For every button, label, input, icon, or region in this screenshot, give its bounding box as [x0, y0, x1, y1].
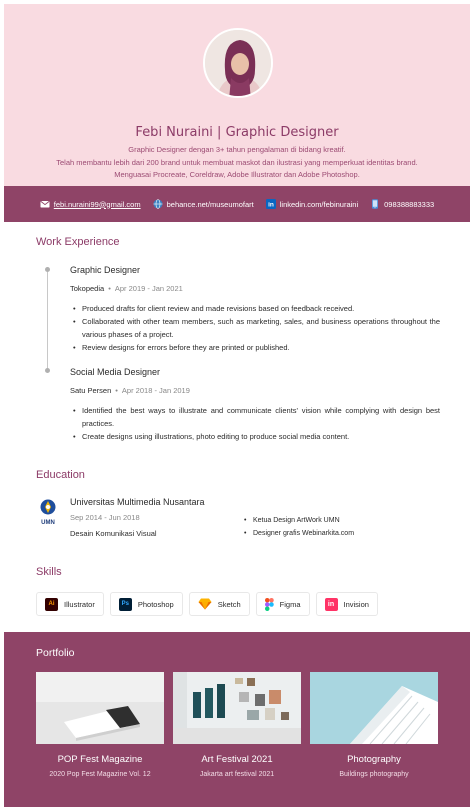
portfolio-image-photography[interactable]	[310, 672, 438, 744]
activity-item: • Designer grafis Webinarkita.com	[243, 527, 354, 540]
portfolio-card[interactable]	[36, 672, 164, 778]
portfolio-desc: Buildings photography	[339, 771, 409, 778]
skill-label: Invision	[343, 599, 369, 609]
mail-icon	[40, 199, 50, 209]
contact-linkedin[interactable]	[266, 199, 358, 209]
portfolio-image-magazine[interactable]	[36, 672, 164, 744]
sketch-icon	[198, 598, 212, 610]
summary	[4, 144, 470, 182]
skill-label: Photoshop	[137, 599, 174, 609]
job-bullets	[70, 302, 440, 354]
job-bullet: • Collaborated with other team members, such as marketing, sales, and business operations throughout the various phases of a project.	[70, 315, 440, 341]
summary-line: Menguasai Procreate, Coreldraw, Adobe Illustrator dan Adobe Photoshop.	[114, 170, 360, 179]
contact-behance[interactable]	[153, 199, 254, 209]
portfolio-name: POP Fest Magazine	[57, 754, 143, 765]
behance-link[interactable]: behance.net/museumofart	[166, 199, 254, 209]
work-experience-heading: Work Experience	[36, 236, 120, 248]
job-bullets	[70, 404, 440, 443]
resume-header	[4, 4, 470, 186]
education-heading: Education	[36, 469, 85, 481]
invision-icon: in	[325, 598, 338, 611]
contact-bar	[4, 186, 470, 222]
job-dates: Apr 2018 - Jan 2019	[121, 386, 190, 395]
linkedin-link[interactable]: linkedin.com/febinuraini	[279, 199, 359, 209]
logo-text: UMN	[41, 520, 55, 526]
portfolio-desc: Jakarta art festival 2021	[199, 771, 275, 778]
email-link[interactable]: febi.nuraini99@gmail.com	[53, 199, 141, 209]
school-name: Universitas Multimedia Nusantara	[70, 497, 205, 507]
contact-phone[interactable]	[370, 199, 434, 209]
portfolio-desc: 2020 Pop Fest Magazine Vol. 12	[49, 771, 151, 778]
skills-list	[36, 592, 378, 616]
job-meta	[70, 386, 190, 395]
avatar	[203, 28, 273, 98]
portfolio-name: Photography	[347, 754, 401, 765]
job-bullet: • Identified the best ways to illustrate and communicate clients' vision while complying with design best practices.	[70, 404, 440, 430]
job-company: Satu Persen	[70, 386, 112, 395]
meta-separator: •	[115, 386, 118, 395]
skill-invision	[316, 592, 378, 616]
svg-text:in: in	[267, 201, 274, 209]
skill-label: Sketch	[217, 599, 241, 609]
skill-photoshop	[110, 592, 183, 616]
timeline-line	[47, 267, 48, 370]
skills-heading: Skills	[36, 566, 62, 578]
timeline-dot	[45, 368, 50, 373]
job-dates: Apr 2019 - Jan 2021	[114, 284, 183, 293]
globe-icon	[153, 199, 163, 209]
job-role: Graphic Designer	[70, 265, 141, 275]
job-role: Social Media Designer	[70, 367, 161, 377]
portfolio-name: Art Festival 2021	[201, 754, 273, 765]
portfolio-image-art-festival[interactable]	[173, 672, 301, 744]
education-major: Desain Komunikasi Visual	[70, 529, 157, 538]
education-activities	[243, 514, 354, 540]
job-bullet: • Create designs using illustrations, photo editing to produce social media content.	[70, 430, 440, 443]
skill-sketch	[189, 592, 250, 616]
job-bullet: • Review designs for errors before they are printed or published.	[70, 341, 440, 354]
job-bullet: • Produced drafts for client review and made revisions based on feedback received.	[70, 302, 440, 315]
summary-line: Telah membantu lebih dari 200 brand untuk membuat maskot dan ilustrasi yang memperkuat identitas brand.	[56, 157, 418, 167]
meta-separator: •	[108, 284, 111, 293]
activity-item: • Ketua Design ArtWork UMN	[243, 514, 354, 527]
portfolio-card[interactable]	[310, 672, 438, 778]
contact-email[interactable]	[40, 199, 141, 209]
skill-label: Illustrator	[64, 599, 95, 609]
skill-figma	[256, 592, 310, 616]
portfolio-card[interactable]	[173, 672, 301, 778]
summary-line: Graphic Designer dengan 3+ tahun pengalaman di bidang kreatif.	[128, 145, 346, 154]
photoshop-icon: Ps	[119, 598, 132, 611]
name-title: Febi Nuraini | Graphic Designer	[135, 125, 339, 140]
job-company: Tokopedia	[70, 284, 105, 293]
figma-icon	[265, 598, 274, 611]
skill-label: Figma	[279, 599, 301, 609]
phone-icon	[370, 199, 380, 209]
portfolio-heading: Portfolio	[36, 647, 75, 659]
portfolio-section	[4, 632, 470, 807]
illustrator-icon: Ai	[45, 598, 58, 611]
skill-illustrator	[36, 592, 104, 616]
job-meta	[70, 284, 183, 293]
phone-number: 098388883333	[384, 199, 435, 209]
education-dates: Sep 2014 - Jun 2018	[70, 513, 140, 522]
linkedin-icon	[266, 199, 276, 209]
umn-emblem-icon	[39, 499, 57, 515]
university-logo	[36, 499, 60, 527]
timeline-dot	[45, 267, 50, 272]
